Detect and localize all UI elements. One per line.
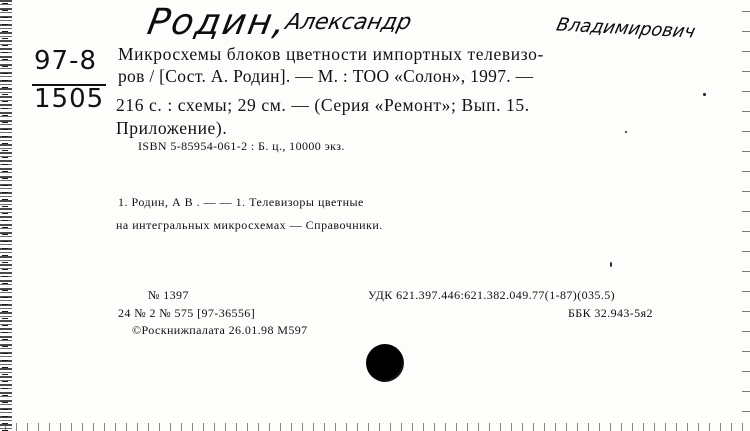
record-line-1: Микросхемы блоков цветности импортных телевизо- — [118, 44, 544, 64]
speck-mark — [703, 93, 706, 96]
handwritten-patronymic: Владимирович — [554, 14, 698, 43]
speck-mark — [610, 262, 612, 267]
perforated-left-edge-inner — [2, 0, 8, 431]
torn-right-edge — [742, 0, 750, 431]
bbk-classification: ББК 32.943-5я2 — [568, 306, 653, 320]
record-line-2: ров / [Сост. А. Родин]. — М. : ТОО «Солон», 1997. — — [118, 66, 534, 86]
handwritten-first-name: Александр — [283, 10, 414, 35]
shelfmark-code: 97-8 — [34, 46, 98, 76]
udk-classification: УДК 621.397.446:621.382.049.77(1-87)(035.5) — [368, 288, 615, 302]
tracing-line-2: на интегральных микросхемах — Справочники. — [116, 218, 383, 232]
issue-number: 24 № 2 № 575 [97-36556] — [118, 306, 256, 320]
ink-blot — [366, 344, 404, 382]
book-chamber-stamp: ©Роскнижпалата 26.01.98 М597 — [132, 323, 308, 337]
card-number: № 1397 — [148, 288, 189, 302]
record-line-4: Приложение). — [116, 118, 228, 138]
shelfmark-number: 1505 — [34, 84, 105, 114]
isbn-line: ISBN 5-85954-061-2 : Б. ц., 10000 экз. — [138, 139, 345, 153]
record-line-3: 216 с. : схемы; 29 см. — (Серия «Ремонт»; Вып. 15. — [116, 95, 530, 115]
handwritten-surname: Родин, — [144, 2, 291, 43]
speck-mark — [625, 131, 627, 133]
torn-bottom-edge — [0, 423, 750, 431]
tracing-line-1: 1. Родин, А В . — — 1. Телевизоры цветные — [118, 195, 364, 209]
